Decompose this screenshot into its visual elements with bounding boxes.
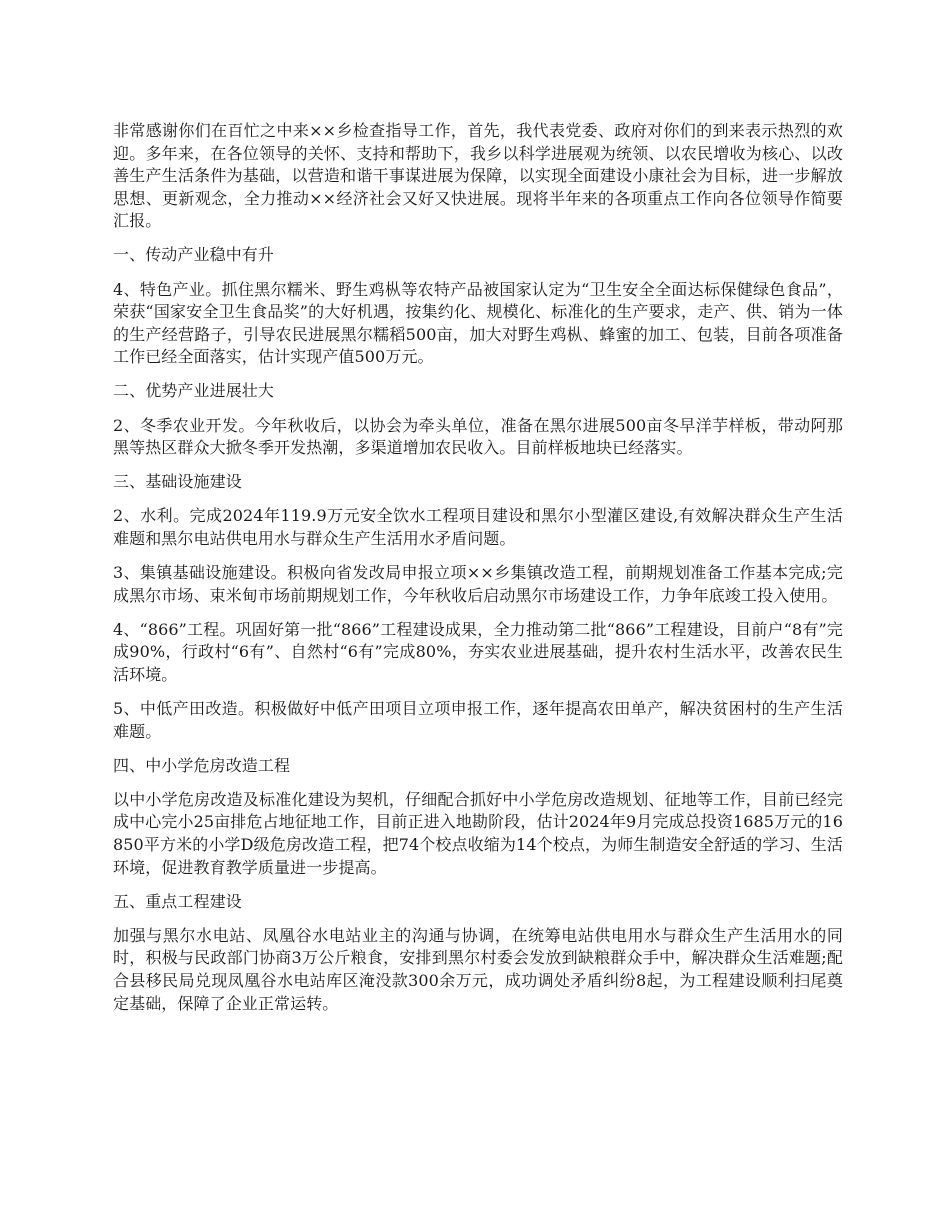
section-heading-3: 三、基础设施建设: [113, 472, 242, 492]
section-heading-4: 四、中小学危房改造工程: [113, 755, 291, 775]
section-heading-5: 五、重点工程建设: [113, 891, 242, 911]
section-heading-2: 二、优势产业进展壮大: [113, 381, 275, 401]
paragraph-specialty-industry: 4、特色产业。抓住黑尔糯米、野生鸡枞等农特产品被国家认定为“卫生安全全面达标保健绿色食品”，荣获“国家安全卫生食品奖”的大好机遇，按集约化、规模化、标准化的生产要求，走产、供、销为一体的生产经营路子，引导农民进展黑尔糯稻500亩，加大对野生鸡枞、蜂蜜的加工、包装，目前各项准备工作已经全面落实，估计实现产值500万元。: [113, 279, 843, 367]
paragraph-town-infrastructure: 3、集镇基础设施建设。积极向省发改局申报立项××乡集镇改造工程，前期规划准备工作基本完成;完成黑尔市场、束米甸市场前期规划工作，今年秋收后启动黑尔市场建设工作，力争年底竣工投入使用。: [113, 563, 843, 605]
intro-paragraph: 非常感谢你们在百忙之中来××乡检查指导工作，首先，我代表党委、政府对你们的到来表示热烈的欢迎。多年来，在各位领导的关怀、支持和帮助下，我乡以科学进展观为统领、以农民增收为核心、以改善生产生活条件为基础，以营造和谐干事谋进展为保障，以实现全面建设小康社会为目标，进一步解放思想、更新观念，全力推动××经济社会又好又快进展。现将半年来的各项重点工作向各位领导作简要汇报。: [113, 121, 843, 231]
paragraph-water-conservancy: 2、水利。完成2024年119.9万元安全饮水工程项目建设和黑尔小型灌区建设,有效解决群众生产生活难题和黑尔电站供电用水与群众生产生活用水矛盾问题。: [113, 506, 843, 548]
paragraph-winter-agriculture: 2、冬季农业开发。今年秋收后，以协会为牵头单位，准备在黑尔进展500亩冬早洋芋样板，带动阿那黑等热区群众大掀冬季开发热潮，多渠道增加农民收入。目前样板地块已经落实。: [113, 415, 843, 458]
paragraph-866-project: 4、“866”工程。巩固好第一批“866”工程建设成果，全力推动第二批“866”工程建设，目前户“8有”完成90%，行政村“6有”、自然村“6有”完成80%，夯实农业进展基础，提升农村生活水平，改善农民生活环境。: [113, 619, 843, 684]
paragraph-school-renovation: 以中小学危房改造及标准化建设为契机，仔细配合抓好中小学危房改造规划、征地等工作，目前已经完成中心完小25亩排危占地征地工作，目前正进入地勘阶段，估计2024年9月完成总投资1685万元的16850平方米的小学D级危房改造工程，把74个校点收缩为14个校点，为师生制造安全舒适的学习、生活环境，促进教育教学质量进一步提高。: [113, 789, 843, 877]
paragraph-key-projects: 加强与黑尔水电站、凤凰谷水电站业主的沟通与协调，在统筹电站供电用水与群众生产生活用水的同时，积极与民政部门协商3万公斤粮食，安排到黑尔村委会发放到缺粮群众手中，解决群众生活难题;配合县移民局兑现凤凰谷水电站库区淹没款300余万元，成功调处矛盾纠纷8起，为工程建设顺利扫尾奠定基础，保障了企业正常运转。: [113, 925, 843, 1013]
section-heading-1: 一、传动产业稳中有升: [113, 245, 275, 265]
paragraph-farmland-improvement: 5、中低产田改造。积极做好中低产田项目立项申报工作，逐年提高农田单产，解决贫困村的生产生活难题。: [113, 698, 843, 741]
document-body: [113, 120, 843, 1027]
